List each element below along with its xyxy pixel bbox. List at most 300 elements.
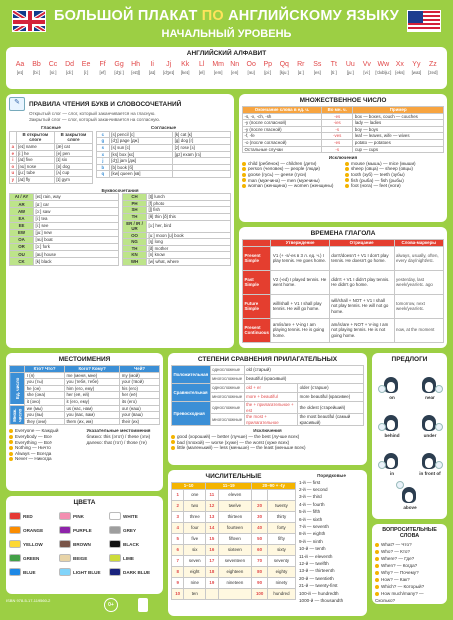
vowel-closed: [æ] cat xyxy=(54,143,92,150)
combo-example: [ŋ] long xyxy=(147,239,231,246)
ordinals-title: Порядковые xyxy=(317,473,346,478)
numeral-digit: 18 xyxy=(206,566,218,577)
preposition-item xyxy=(395,481,425,511)
alphabet-transcription: [waɪ] xyxy=(411,70,422,75)
combo-example: [w] what, where xyxy=(147,259,231,266)
combo-letters: OO xyxy=(123,232,147,239)
pronoun-possessive: his (его) xyxy=(120,385,160,392)
preposition-item xyxy=(415,447,445,477)
degree-exception: little (маленький) — less (меньше) — the least (меньше всех) xyxy=(171,445,364,451)
numeral-word: seventy xyxy=(267,555,295,566)
combo-example: [eɪ] rain, way xyxy=(34,194,119,201)
numeral-row xyxy=(172,500,296,511)
reading-title: ПРАВИЛА ЧТЕНИЯ БУКВ И СЛОВОСОЧЕТАНИЙ xyxy=(29,100,182,108)
color-item xyxy=(59,509,109,523)
degrees-panel xyxy=(168,353,367,465)
degree-label: Положительная xyxy=(172,366,211,384)
pronoun-subject: we (мы) xyxy=(25,405,65,412)
plural-exception: tooth (зуб) — teeth (зубы) xyxy=(345,172,444,178)
plural-row xyxy=(243,126,444,133)
color-label: DARK BLUE xyxy=(123,569,151,575)
degree-exception: bad (плохой) — worse (хуже) — the worst (хуже всех) xyxy=(171,440,364,446)
combo-row xyxy=(123,259,231,266)
combo-row xyxy=(10,251,119,258)
consonant-hard: [gz] exam [гз] xyxy=(173,151,231,158)
numeral-digit: 60 xyxy=(252,544,268,555)
prepositions-title: ПРЕДЛОГИ xyxy=(391,356,428,363)
consonant-soft: [dʒ] page [дж] xyxy=(109,138,172,145)
tense-row xyxy=(243,270,444,294)
combo-letters: TH xyxy=(123,213,147,220)
combo-row xyxy=(10,201,119,208)
plural-suffix: -s xyxy=(322,126,353,133)
pronoun-subject: you (вы) xyxy=(25,412,65,419)
degree-type: многосложные xyxy=(210,393,244,402)
numeral-word: seven xyxy=(184,555,206,566)
color-swatch xyxy=(9,568,21,576)
question-word: Which? — Который? xyxy=(375,583,444,590)
ordinal-item: 20-й — twentieth xyxy=(299,575,334,581)
color-label: ORANGE xyxy=(23,527,44,533)
vowel-letter: a xyxy=(10,143,17,150)
consonant-hard: [g] dog [г] xyxy=(173,138,231,145)
color-label: BROWN xyxy=(73,541,91,547)
alphabet-letter: Mm xyxy=(212,61,225,68)
combos-table-2 xyxy=(122,193,231,266)
alphabet-transcription: [em] xyxy=(213,70,223,75)
numeral-word: fifty xyxy=(267,533,295,544)
alphabet-transcription: [ef] xyxy=(99,70,106,75)
alphabet-transcription: [juː] xyxy=(346,70,354,75)
numeral-digit: 12 xyxy=(206,500,218,511)
numeral-word: nineteen xyxy=(218,577,252,588)
degree-type: многосложные xyxy=(210,375,244,384)
alphabet-transcription: [el] xyxy=(198,70,205,75)
degree-row xyxy=(172,384,364,393)
vowel-closed: [ɪ] gym xyxy=(54,176,92,183)
alphabet-transcription: [es] xyxy=(313,70,321,75)
color-label: PINK xyxy=(73,513,84,519)
combo-letters: AI / AY xyxy=(10,194,34,201)
preposition-label: in front of xyxy=(419,471,441,476)
plural-ending: Остальные случаи xyxy=(243,146,322,153)
vowels-title: Гласные xyxy=(41,125,61,131)
indefinite-pronoun: Never — Никогда xyxy=(9,456,83,462)
numeral-digit: 70 xyxy=(252,555,268,566)
alphabet-transcription: ['dʌblju:] xyxy=(375,70,392,75)
tense-markers: now, at the moment xyxy=(394,318,443,342)
numeral-digit: 11 xyxy=(206,489,218,500)
numeral-word xyxy=(267,489,295,500)
degree-label: Сравнительная xyxy=(172,384,211,402)
numeral-word: five xyxy=(184,533,206,544)
degree-example: old (старый) xyxy=(244,366,363,375)
pronoun-singular-label: Ед. число xyxy=(10,372,25,405)
numeral-digit: 19 xyxy=(206,577,218,588)
colors-panel xyxy=(6,496,163,594)
alphabet-letter: Oo xyxy=(246,61,256,68)
color-item xyxy=(9,509,59,523)
numeral-digit: 8 xyxy=(172,566,184,577)
alphabet-transcriptions xyxy=(6,70,447,75)
alphabet-transcription: [aɪ] xyxy=(148,70,156,75)
consonant-letter: q xyxy=(97,171,110,178)
indefinite-pronoun: Always — Всегда xyxy=(9,451,83,457)
preposition-label: above xyxy=(403,505,417,510)
plural-exception: man (мужчина) — men (мужчины) xyxy=(242,178,341,184)
alphabet-letter: Yy xyxy=(412,61,421,68)
alphabet-transcription: [kjuː] xyxy=(279,70,289,75)
numeral-digit: 7 xyxy=(172,555,184,566)
plural-example: box — boxes, couch — couches xyxy=(353,113,444,120)
ordinal-item: 9-й — ninth xyxy=(299,538,323,544)
plural-panel xyxy=(239,94,447,222)
plural-ending: -f, -fe xyxy=(243,133,322,140)
preposition-label: under xyxy=(423,433,437,438)
color-item xyxy=(109,509,159,523)
degree-type: многосложные xyxy=(210,414,244,426)
penguin-ball-icon xyxy=(395,481,425,505)
numeral-word: seventeen xyxy=(218,555,252,566)
consonant-soft: [kw] queen [кв] xyxy=(109,171,172,178)
numeral-row xyxy=(172,566,296,577)
pronoun-object: her (её, ей) xyxy=(64,392,119,399)
degree-type: односложные xyxy=(210,366,244,375)
degree-example: the most beautiful (самый красивый) xyxy=(298,414,364,426)
plural-exception: goose (гусь) — geese (гуси) xyxy=(242,172,341,178)
alphabet-transcription: [biː] xyxy=(32,70,41,75)
ordinal-item: 5-й — fifth xyxy=(299,509,321,515)
consonant-soft: [b] book [б] xyxy=(109,164,172,171)
alphabet-letter: Tt xyxy=(330,61,337,68)
numeral-word: twelve xyxy=(218,500,252,511)
numeral-digit: 90 xyxy=(252,577,268,588)
degree-type: односложные xyxy=(210,402,244,414)
penguin-ball-icon xyxy=(415,447,445,471)
ordinal-item: 12-й — twelfth xyxy=(299,561,329,567)
color-item xyxy=(109,523,159,537)
color-label: GREEN xyxy=(23,555,40,561)
pronoun-plural-label: Множ. число xyxy=(10,405,25,425)
pronouns-title: МЕСТОИМЕНИЯ xyxy=(58,356,111,363)
color-label: WHITE xyxy=(123,513,138,519)
consonant-hard xyxy=(173,164,231,171)
combo-example: [tʃ] lunch xyxy=(147,194,231,201)
combo-row xyxy=(123,213,231,220)
combo-example: [aʊ] house xyxy=(34,251,119,258)
combo-row xyxy=(123,194,231,201)
alphabet-transcription: [viː] xyxy=(363,70,371,75)
combo-letters: EW xyxy=(10,229,34,236)
plural-example: lady — ladies xyxy=(353,120,444,127)
tense-markers: tomorrow, next week/year/etc. xyxy=(394,294,443,318)
numeral-row xyxy=(172,533,296,544)
alphabet-letters xyxy=(6,61,447,68)
numeral-row xyxy=(172,489,296,500)
reading-rules-panel xyxy=(6,94,234,348)
ordinal-item: 6-й — sixth xyxy=(299,516,323,522)
plural-exception: fish (рыба) — fish (рыбы) xyxy=(345,178,444,184)
combo-row xyxy=(10,222,119,229)
alphabet-transcription: [tiː] xyxy=(330,70,337,75)
combo-example: [n] know xyxy=(147,252,231,259)
pronoun-possessive: my (мой) xyxy=(120,372,160,379)
vowel-closed: [ɒ] dog xyxy=(54,163,92,170)
numeral-word: eleven xyxy=(218,489,252,500)
color-label: BLUE xyxy=(23,569,36,575)
numeral-word: one xyxy=(184,489,206,500)
combo-row xyxy=(10,236,119,243)
alphabet-letter: Gg xyxy=(114,61,124,68)
plural-ending: -s, -x, -ch, -sh xyxy=(243,113,322,120)
plural-exception: woman (женщина) — women (женщины) xyxy=(242,183,341,189)
tense-markers: always, usually, often, every day/night/etc. xyxy=(394,246,443,270)
tense-name: Present Continuous xyxy=(243,318,271,342)
degree-row xyxy=(172,402,364,414)
pronoun-object: us (нас, нам) xyxy=(64,405,119,412)
pronoun-possessive: your (твой) xyxy=(120,379,160,386)
publisher-logo-icon xyxy=(138,598,148,612)
combo-letters: WH xyxy=(123,259,147,266)
penguin-ball-icon xyxy=(377,371,407,395)
indefinite-pronoun: Everyone — Каждый xyxy=(9,428,83,434)
alphabet-transcription: [ɑː] xyxy=(297,70,304,75)
color-swatch xyxy=(9,512,21,520)
tense-negative: didn't + V1 I didn't play tennis. He didn't go home. xyxy=(329,270,394,294)
pronoun-row xyxy=(10,385,160,392)
tenses-table: Утверждение Отрицание Слова-маркеры Present Simple V1 (+ -s/-es в 3 л. ед. ч.) I play tennis. He goes home. don't/doesn't + V1 I don't play tennis. He doesn't go home. always, usually, often, every day/night/etc. Past Simple V2 (-ed) I played tennis. He went home. didn't + V1 I didn't play tennis. He didn't go home. yesterday, last week/year/etc. ago Future Simple will/shall + V1 I shall play tennis. He will go home. will/shall + NOT + V1 I shall not play tennis. He will not go home. tomorrow, next week/year/etc. Present Continuous am/is/are + V-ing I am playing tennis. He is going home. am/is/are + NOT + V-ing I am not playing tennis. He is not going home. now, at the moment xyxy=(242,239,444,343)
color-swatch xyxy=(9,554,21,562)
numeral-row xyxy=(172,511,296,522)
color-swatch xyxy=(59,540,71,548)
tense-affirmative: V1 (+ -s/-es в 3 л. ед. ч.) I play tennis. He goes home. xyxy=(271,246,329,270)
penguin-ball-icon xyxy=(415,409,445,433)
plural-exception: sheep (овца) — sheep (овцы) xyxy=(345,166,444,172)
combo-example: [k] black xyxy=(34,258,119,265)
alphabet-letter: Ll xyxy=(198,61,205,68)
numeral-word: hundred xyxy=(267,588,295,599)
combo-example: [əʊ] boat xyxy=(34,236,119,243)
color-label: LIGHT BLUE xyxy=(73,569,101,575)
penguin-ball-icon xyxy=(377,447,407,471)
alphabet-title: АНГЛИЙСКИЙ АЛФАВИТ xyxy=(186,50,267,57)
question-word: When? — Когда? xyxy=(375,562,444,569)
alphabet-transcription: [eks] xyxy=(395,70,405,75)
color-label: PURPLE xyxy=(73,527,92,533)
degree-example: more beautiful (красивее) xyxy=(298,393,364,402)
notebook-icon: ✎ xyxy=(9,97,25,111)
preposition-label: on xyxy=(389,395,395,400)
alphabet-transcription: [diː] xyxy=(66,70,74,75)
combo-letters: TH xyxy=(123,245,147,252)
numeral-word: eight xyxy=(184,566,206,577)
numeral-digit: 5 xyxy=(172,533,184,544)
consonants-table xyxy=(96,131,231,178)
combo-row xyxy=(10,208,119,215)
pronoun-object: him (его, ему) xyxy=(64,385,119,392)
color-item xyxy=(59,523,109,537)
combo-example: [uː] moon [ʊ] book xyxy=(147,232,231,239)
consonant-row xyxy=(97,131,231,138)
combo-example: [ɔː] saw xyxy=(34,208,119,215)
plural-example: leaf — leaves, wife — wives xyxy=(353,133,444,140)
numeral-word: two xyxy=(184,500,206,511)
indefinite-pronoun: Everything — Всё xyxy=(9,440,83,446)
color-swatch xyxy=(109,540,121,548)
consonant-soft: [s] sun [с] xyxy=(109,144,172,151)
vowel-letter: u xyxy=(11,170,15,176)
combos-title: Буквосочетания xyxy=(101,187,139,193)
vowel-row xyxy=(10,143,93,150)
demonstrative-far: далеко: that (тот) / those (те) xyxy=(86,439,147,445)
tense-row xyxy=(243,318,444,342)
tense-markers: yesterday, last week/year/etc. ago xyxy=(394,270,443,294)
color-swatch xyxy=(59,554,71,562)
color-item xyxy=(59,537,109,551)
ordinal-item: 21-й — twenty-first xyxy=(299,583,338,589)
consonant-soft: [ks] box [кс] xyxy=(109,151,172,158)
alphabet-letter: Kk xyxy=(181,61,190,68)
color-swatch xyxy=(59,512,71,520)
pronoun-row xyxy=(10,372,160,379)
combo-example: [ɑː] car xyxy=(34,201,119,208)
alphabet-letter: Nn xyxy=(230,61,240,68)
numeral-digit: 30 xyxy=(252,511,268,522)
color-item xyxy=(109,551,159,565)
combo-letters: AW xyxy=(10,208,34,215)
col-closed: В закрытом слоге xyxy=(54,131,92,143)
vowel-open: [əʊ] nose xyxy=(16,163,54,170)
vowel-open: [juː] tube xyxy=(16,170,54,177)
alphabet-letter: Rr xyxy=(297,61,305,68)
vowel-row xyxy=(10,170,93,177)
pronoun-possessive: its (его) xyxy=(120,398,160,405)
vowel-row xyxy=(10,176,93,183)
ordinal-item: 8-й — eighth xyxy=(299,531,326,537)
question-word: Who? — Кто? xyxy=(375,548,444,555)
alphabet-letter: Ii xyxy=(150,61,154,68)
color-swatch xyxy=(109,554,121,562)
numeral-word: nine xyxy=(184,577,206,588)
vowel-row xyxy=(10,157,93,164)
tense-affirmative: V2 (-ed) I played tennis. He went home. xyxy=(271,270,329,294)
numeral-word: fourteen xyxy=(218,522,252,533)
color-item xyxy=(9,537,59,551)
color-label: BLACK xyxy=(123,541,140,547)
degree-rule: the most + прилагательное xyxy=(244,414,297,426)
question-word: Where? — Где? xyxy=(375,555,444,562)
color-label: BEIGE xyxy=(73,555,88,561)
numeral-word: sixty xyxy=(267,544,295,555)
combo-letters: OA xyxy=(10,236,34,243)
numeral-digit: 1 xyxy=(172,489,184,500)
combo-letters: SH xyxy=(123,207,147,214)
plural-row xyxy=(243,139,444,146)
preposition-item xyxy=(377,447,407,477)
preposition-label: behind xyxy=(384,433,400,438)
color-label: YELLOW xyxy=(23,541,43,547)
consonant-letter: g xyxy=(97,138,110,145)
pronoun-subject: it (оно) xyxy=(25,398,65,405)
numeral-word: four xyxy=(184,522,206,533)
numeral-digit: 15 xyxy=(206,533,218,544)
numeral-word: eighty xyxy=(267,566,295,577)
alphabet-letter: Ff xyxy=(99,61,106,68)
preposition-item xyxy=(415,371,445,401)
plural-exception: mouse (мышь) — mice (мыши) xyxy=(345,161,444,167)
vowel-open: [iː] he xyxy=(16,150,54,157)
numeral-word: thirty xyxy=(267,511,295,522)
tense-name: Future Simple xyxy=(243,294,271,318)
pronoun-row xyxy=(10,392,160,399)
vowel-open: [aɪ] fly xyxy=(16,176,54,183)
numeral-word: fifteen xyxy=(218,533,252,544)
preposition-item xyxy=(377,409,407,439)
combo-example: [θ] thin [ð] this xyxy=(147,213,231,220)
vowel-open: [eɪ] name xyxy=(16,143,54,150)
numeral-row xyxy=(172,588,296,599)
vowel-open: [aɪ] five xyxy=(16,157,54,164)
color-swatch xyxy=(9,526,21,534)
consonant-row xyxy=(97,138,231,145)
plural-table: Окончание слова в ед. ч. Во мн. ч. Пример -s, -x, -ch, -sh -es box — boxes, couch — couches -y (после согласной) -ies lady — ladies -y (после гласной) -s boy — boys -f, -fe -ves leaf — leaves, wife — wives -o (после согласной) -es potato — potatoes Остальные случаи -s cup — cups xyxy=(242,106,444,153)
color-label: GREY xyxy=(123,527,137,533)
ordinal-item: 11-й — eleventh xyxy=(299,553,333,559)
question-word: How much/many? — Сколько? xyxy=(375,591,424,603)
degree-example: beautiful (красивый) xyxy=(244,375,363,384)
vowels-table xyxy=(9,131,93,184)
combo-row xyxy=(123,207,231,214)
color-item xyxy=(59,551,109,565)
combo-letters: CK xyxy=(10,258,34,265)
preposition-item xyxy=(415,409,445,439)
plural-exception: child (ребёнок) — children (дети) xyxy=(242,161,341,167)
alphabet-letter: Ss xyxy=(313,61,322,68)
consonant-letter: s xyxy=(97,144,110,151)
alphabet-transcription: [iː] xyxy=(83,70,89,75)
numeral-digit: 10 xyxy=(172,588,184,599)
pronoun-subject: he (он) xyxy=(25,385,65,392)
numeral-row xyxy=(172,555,296,566)
age-rating-badge: 0+ xyxy=(104,598,118,612)
color-label: RED xyxy=(23,513,33,519)
alphabet-letter: Hh xyxy=(131,61,141,68)
tense-name: Past Simple xyxy=(243,270,271,294)
alphabet-transcription: [dʒeɪ] xyxy=(163,70,175,75)
pronoun-object: me (меня, мне) xyxy=(64,372,119,379)
pronoun-row xyxy=(10,412,160,419)
plural-suffix: -ves xyxy=(322,133,353,140)
tenses-panel xyxy=(239,227,447,348)
combo-letters: OU xyxy=(10,251,34,258)
numeral-row xyxy=(172,577,296,588)
combo-letters: ER / IR / UR xyxy=(123,220,147,232)
ordinal-item: 4-й — fourth xyxy=(299,501,325,507)
alphabet-letter: Ww xyxy=(377,61,390,68)
combo-row xyxy=(10,229,119,236)
alphabet-transcription: [piː] xyxy=(264,70,272,75)
pronouns-panel xyxy=(6,353,163,491)
alphabet-letter: Dd xyxy=(65,61,75,68)
vowel-letter: y xyxy=(10,176,17,183)
combo-letters: NG xyxy=(123,239,147,246)
degree-label: Превосходная xyxy=(172,402,211,426)
consonant-letter: j xyxy=(97,158,110,165)
degree-rule: old + er xyxy=(244,384,297,393)
numeral-word: ninety xyxy=(267,577,295,588)
pronoun-subject: you (ты) xyxy=(25,379,65,386)
question-word: How? — Как? xyxy=(375,576,444,583)
